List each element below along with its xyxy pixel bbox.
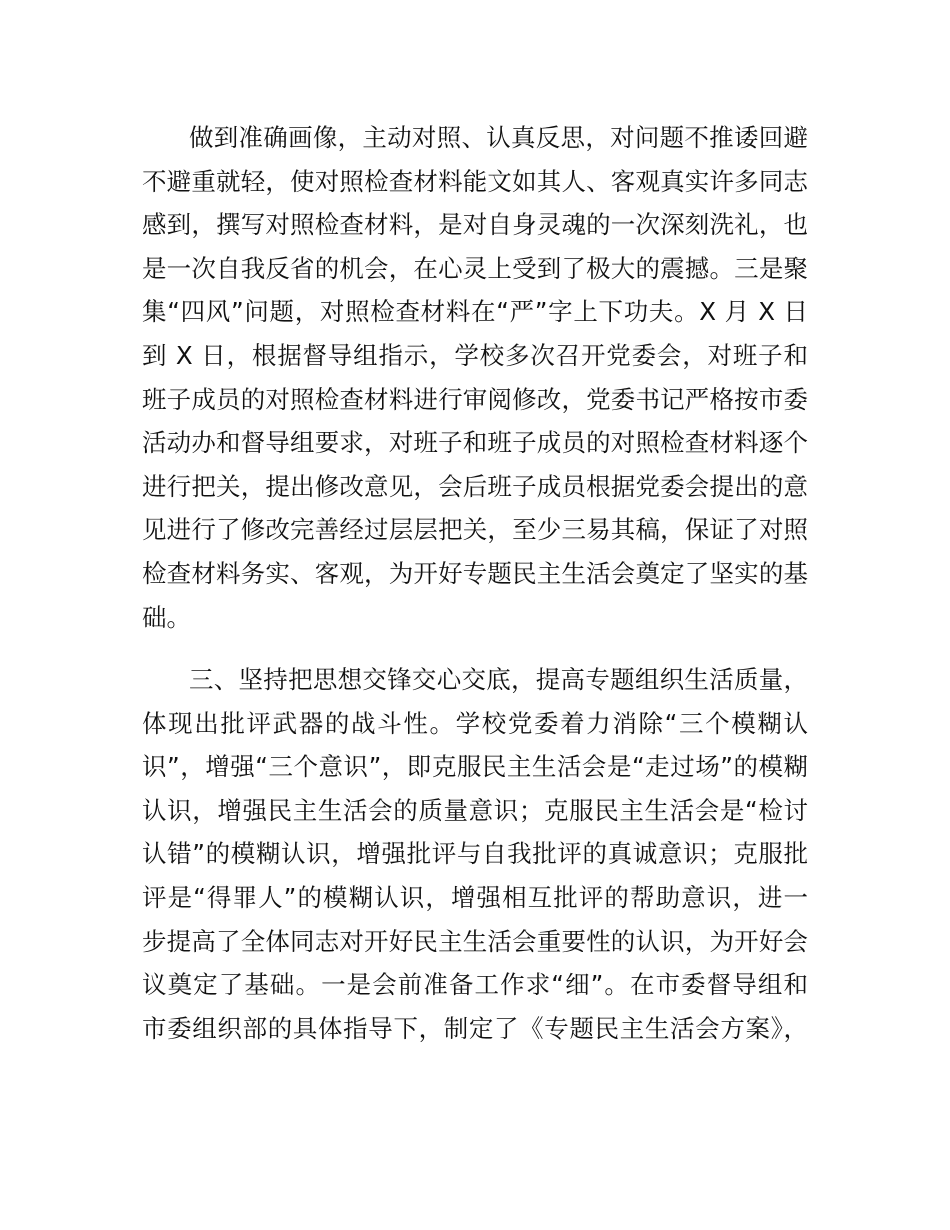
paragraph-1-line: 不避重就轻，使对照检查材料能文如其人、客观真实许多同志 [142,166,808,196]
paragraph-1-line: 是一次自我反省的机会，在心灵上受到了极大的震撼。三是聚 [142,253,808,283]
paragraph-2-line: 市委组织部的具体指导下，制定了《专题民主生活会方案》， [142,1013,808,1043]
paragraph-1-line: 活动办和督导组要求，对班子和班子成员的对照检查材料逐个 [142,428,808,458]
paragraph-2-line: 认错”的模糊认识，增强批评与自我批评的真诚意识；克服批 [142,839,808,869]
paragraph-2-line: 体现出批评武器的战斗性。学校党委着力消除“三个模糊认 [142,708,808,738]
paragraph-1-line: 进行把关，提出修改意见，会后班子成员根据党委会提出的意 [142,471,808,501]
paragraph-1-line: 础。 [142,602,191,632]
paragraph-2-line: 步提高了全体同志对开好民主生活会重要性的认识，为开好会 [142,926,808,956]
paragraph-2-line: 议奠定了基础。一是会前准备工作求“细”。在市委督导组和 [142,970,808,1000]
paragraph-1-line: 感到，撰写对照检查材料，是对自身灵魂的一次深刻洗礼，也 [142,210,808,240]
paragraph-2-line: 评是“得罪人”的模糊认识，增强相互批评的帮助意识，进一 [142,883,808,912]
paragraph-2-line: 三、坚持把思想交锋交心交底，提高专题组织生活质量， [189,665,808,694]
paragraph-1-line: 见进行了修改完善经过层层把关，至少三易其稿，保证了对照 [142,515,808,545]
paragraph-1-line: 到 X 日，根据督导组指示，学校多次召开党委会，对班子和 [142,341,808,370]
paragraph-2-line: 识”，增强“三个意识”，即克服民主生活会是“走过场”的模糊 [142,752,808,782]
paragraph-1-line: 检查材料务实、客观，为开好专题民主生活会奠定了坚实的基 [142,559,808,588]
paragraph-1-line: 集“四风”问题，对照检查材料在“严”字上下功夫。X 月 X 日 [142,297,808,327]
paragraph-1-line: 做到准确画像，主动对照、认真反思，对问题不推诿回避 [189,123,808,152]
paragraph-1-line: 班子成员的对照检查材料进行审阅修改，党委书记严格按市委 [142,384,808,414]
paragraph-2-line: 认识，增强民主生活会的质量意识；克服民主生活会是“检讨 [142,795,808,825]
